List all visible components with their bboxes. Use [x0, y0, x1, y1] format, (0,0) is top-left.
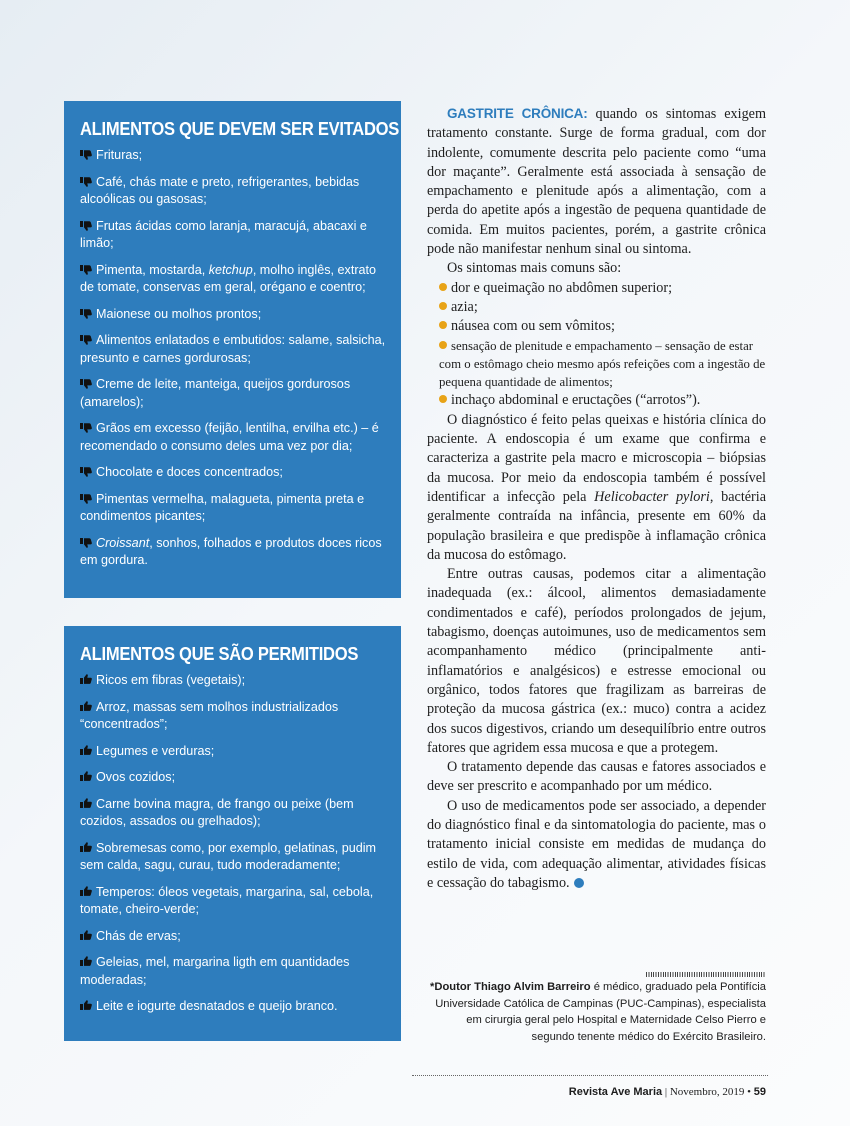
article-p5-text: O uso de medicamentos pode ser associado, a depender do diagnóstico final e da sintomatologia do paciente, mas o tratamento inicial consiste em medidas de mudança do estilo de vida, com adequação alimentar, atividades físicas e cessação do tabagismo.	[427, 797, 766, 891]
thumbs-down-icon	[80, 308, 93, 319]
page-footer	[569, 1086, 766, 1098]
avoid-item	[80, 332, 387, 367]
article-paragraph-3: Entre outras causas, podemos citar a alimentação inadequada (ex.: álcool, alimentos demasiadamente condimentados e café), períodos prolongados de jejum, tabagismo, doenças autoimunes, uso de medicamentos sem acompanhamento médico (principalmente anti-inflamatórios e analgésicos) e estresse emocional ou orgânico, todos fatores que fragilizam as barreiras de proteção da mucosa gástrica (ex.: muco) contra a acidez dos sucos digestivos, criando um desequilíbrio entre outros fatores que agridem essa mucosa e que a protegem.	[427, 566, 766, 756]
avoid-item	[80, 218, 387, 253]
bullet-icon	[439, 395, 447, 403]
symptom-list	[427, 279, 766, 411]
avoid-item-text: Pimenta, mostarda,	[96, 262, 209, 277]
avoid-item	[80, 262, 387, 297]
author-bio	[430, 972, 766, 1045]
thumbs-up-icon	[80, 842, 93, 853]
avoid-item-text: Grãos em excesso (feijão, lentilha, ervilha etc.) – é recomendado o consumo deles uma vez por dia;	[80, 421, 379, 453]
thumbs-up-icon	[80, 956, 93, 967]
avoid-foods-list	[80, 147, 387, 570]
allowed-item	[80, 699, 387, 734]
bullet-icon	[439, 321, 447, 329]
article-p2-text-b: , bactéria geralmente contraída na infância, presente em 60% da população brasileira e que predispõe à inflamação crônica da mucosa do estômago.	[427, 488, 767, 563]
avoid-item-text: , sonhos, folhados e produtos doces ricos em gordura.	[80, 535, 382, 567]
thumbs-up-icon	[80, 701, 93, 712]
thumbs-down-icon	[80, 466, 93, 477]
magazine-name: Revista Ave Maria	[568, 1086, 663, 1098]
footer-separator: |	[664, 1086, 668, 1098]
article-paragraph-2	[427, 411, 766, 565]
avoid-item-italic: Croissant	[96, 535, 150, 550]
allowed-item-text: Ricos em fibras (vegetais);	[96, 673, 246, 687]
article-paragraph-4: O tratamento depende das causas e fatores associados e deve ser prescrito e acompanhado por um médico.	[427, 759, 766, 795]
avoid-item	[80, 491, 387, 526]
article-p1-text: quando os sintomas exigem tratamento constante. Surge de forma gradual, com dor indolente, comumente descrita pelo paciente como “uma dor maçante”. Geralmente está associada à sensação de empachamento e plenitude após a alimentação, com a perda do apetite após a ingestão de pequena quantidade de comida. Em muitos pacientes, porém, a gastrite crônica pode não manifestar nenhum sinal ou sintoma.	[427, 106, 766, 258]
allowed-item-text: Temperos: óleos vegetais, margarina, sal, cebola, tomate, cheiro-verde;	[80, 884, 374, 916]
allowed-item	[80, 769, 387, 787]
bio-divider	[646, 972, 766, 977]
thumbs-down-icon	[80, 334, 93, 345]
avoid-item	[80, 535, 387, 570]
bullet-icon	[439, 283, 447, 291]
allowed-item-text: Leite e iogurte desnatados e queijo branco.	[96, 999, 338, 1013]
symptom-text: dor e queimação no abdômen superior;	[451, 279, 673, 296]
thumbs-down-icon	[80, 264, 93, 275]
avoid-item	[80, 306, 387, 324]
article-p2-text-a: O diagnóstico é feito pelas queixas e história clínica do paciente. A endoscopia é um exame que confirma e caracteriza a gastrite pela macro e microscopia – biópsias da mucosa. Por meio da endoscopia também é possível identificar a infecção pela	[427, 411, 766, 505]
allowed-item-text: Legumes e verduras;	[96, 743, 215, 758]
thumbs-down-icon	[80, 176, 93, 187]
allowed-item	[80, 796, 387, 831]
allowed-item-text: Ovos cozidos;	[96, 770, 176, 784]
avoid-foods-title: ALIMENTOS QUE DEVEM SER EVITADOS	[80, 119, 400, 139]
avoid-item-text: Maionese ou molhos prontos;	[96, 306, 262, 321]
symptom-item	[439, 337, 766, 392]
symptoms-intro: Os sintomas mais comuns são:	[447, 260, 622, 277]
article-lead: GASTRITE CRÔNICA:	[447, 106, 588, 121]
issue-date: Novembro, 2019	[669, 1086, 745, 1098]
article-paragraph-1	[427, 104, 766, 259]
allowed-item	[80, 884, 387, 919]
author-name: *Doutor Thiago Alvim Barreiro	[430, 981, 591, 993]
thumbs-up-icon	[80, 1000, 93, 1011]
avoid-item	[80, 464, 387, 482]
avoid-item-text: Frituras;	[96, 148, 143, 162]
avoid-item-text: Café, chás mate e preto, refrigerantes, bebidas alcoólicas ou gasosas;	[80, 174, 360, 206]
allowed-item	[80, 954, 387, 989]
thumbs-down-icon	[80, 537, 93, 548]
thumbs-up-icon	[80, 798, 93, 809]
thumbs-down-icon	[80, 422, 93, 433]
allowed-item-text: Arroz, massas sem molhos industrializados “concentrados”;	[80, 699, 339, 731]
symptom-item	[439, 298, 766, 317]
allowed-item	[80, 672, 387, 690]
allowed-item-text: Carne bovina magra, de frango ou peixe (bem cozidos, assados ou grelhados);	[80, 796, 354, 828]
avoid-item	[80, 376, 387, 411]
avoid-foods-box	[64, 101, 401, 598]
bullet-icon	[439, 341, 447, 349]
footer-dot: •	[747, 1086, 751, 1098]
page-number: 59	[753, 1086, 766, 1098]
bullet-icon	[439, 302, 447, 310]
symptom-text: sensação de plenitude e empachamento – sensação de estar com o estômago cheio mesmo após refeições com a ingestão de pequena quantidade de alimentos;	[439, 338, 766, 390]
allowed-foods-box	[64, 626, 401, 1041]
thumbs-down-icon	[80, 493, 93, 504]
thumbs-down-icon	[80, 378, 93, 389]
allowed-item-text: Sobremesas como, por exemplo, gelatinas, pudim sem calda, sagu, curau, tudo moderadamente;	[80, 840, 377, 872]
symptom-item	[439, 391, 766, 410]
thumbs-up-icon	[80, 886, 93, 897]
avoid-item-text: Alimentos enlatados e embutidos: salame, salsicha, presunto e carnes gordurosas;	[80, 333, 386, 365]
avoid-item-text: Frutas ácidas como laranja, maracujá, abacaxi e limão;	[80, 218, 367, 250]
thumbs-up-icon	[80, 674, 93, 685]
allowed-item	[80, 840, 387, 875]
thumbs-up-icon	[80, 771, 93, 782]
article-paragraph-5	[427, 797, 766, 893]
symptom-item	[439, 317, 766, 336]
allowed-item-text: Geleias, mel, margarina ligth em quantidades moderadas;	[80, 955, 350, 987]
article-body	[427, 104, 766, 893]
thumbs-up-icon	[80, 930, 93, 941]
allowed-item	[80, 928, 387, 946]
symptom-text: inchaço abdominal e eructações (“arrotos”).	[451, 392, 701, 409]
avoid-item	[80, 147, 387, 165]
author-description: é médico, graduado pela Pontifícia Universidade Católica de Campinas (PUC-Campinas), especialista em cirurgia geral pelo Hospital e Maternidade Celso Pierro e segundo tenente médico do Exército Brasileiro.	[435, 981, 766, 1043]
thumbs-up-icon	[80, 745, 93, 756]
avoid-item	[80, 420, 387, 455]
avoid-item-text: Pimentas vermelha, malagueta, pimenta preta e condimentos picantes;	[80, 491, 365, 523]
allowed-foods-list	[80, 672, 387, 1016]
allowed-item	[80, 998, 387, 1016]
symptom-text: azia;	[451, 298, 478, 315]
thumbs-down-icon	[80, 220, 93, 231]
thumbs-down-icon	[80, 149, 93, 160]
avoid-item-text: Creme de leite, manteiga, queijos gordurosos (amarelos);	[80, 377, 351, 409]
avoid-item-italic: ketchup	[208, 262, 253, 277]
symptom-item	[439, 279, 766, 298]
end-mark-icon	[574, 878, 584, 888]
avoid-item-text: Chocolate e doces concentrados;	[96, 465, 283, 479]
avoid-item-text: , molho inglês, extrato de tomate, conservas em geral, orégano e coentro;	[80, 262, 377, 294]
allowed-foods-title: ALIMENTOS QUE SÃO PERMITIDOS	[80, 644, 359, 664]
allowed-item-text: Chás de ervas;	[96, 928, 181, 943]
allowed-item	[80, 743, 387, 761]
avoid-item	[80, 174, 387, 209]
footer-divider	[412, 1075, 768, 1076]
symptom-text: náusea com ou sem vômitos;	[451, 318, 615, 335]
article-p2-species: Helicobacter pylori	[594, 488, 710, 505]
